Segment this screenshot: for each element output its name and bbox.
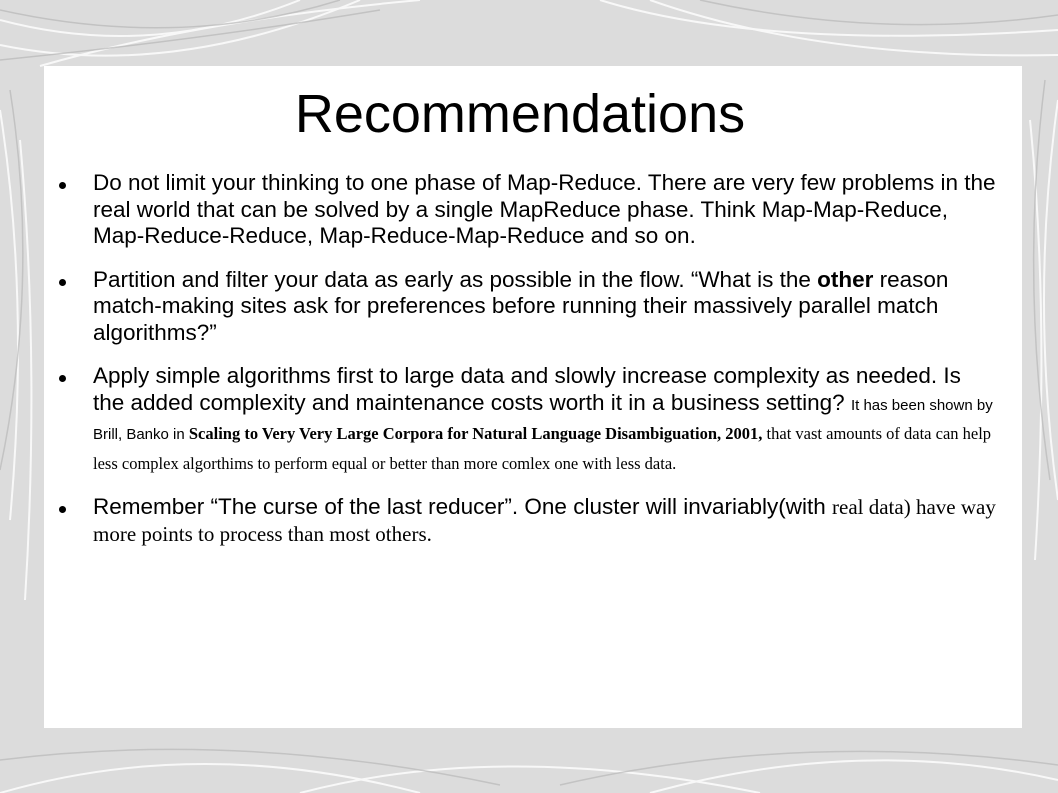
bullet-emphasis: other (817, 266, 874, 292)
bullet-text: Partition and filter your data as early as possible in the flow. “What is the (93, 266, 818, 292)
slide-title: Recommendations (294, 84, 746, 144)
bullet-icon (59, 506, 66, 513)
bullet-citation-text: that vast amounts of data can help less complex algorthims to perform equal or better than more comlex one with less data. (93, 424, 992, 473)
bullet-item-1 (56, 170, 996, 250)
bullet-list (56, 170, 996, 564)
bullet-text: Remember “The curse of the last reducer”. One cluster will invariably(with (93, 494, 833, 519)
bullet-text: real data) have way more points to process than most others. (93, 495, 996, 546)
bullet-citation-text: It has been shown by Brill, Banko in (93, 396, 993, 443)
bullet-item-3 (56, 363, 996, 477)
paper-title: Scaling to Very Very Large Corpora for Natural Language Disambiguation, 2001, (188, 424, 763, 443)
bullet-item-2 (56, 267, 996, 347)
bullet-text: Do not limit your thinking to one phase of Map-Reduce. There are very few problems in the real world that can be solved by a single MapReduce phase. Think Map-Map-Reduce, Map-Reduce-Reduce, Map-Reduce-Map-Reduce and so on. (93, 170, 996, 248)
bullet-text: Apply simple algorithms first to large data and slowly increase complexity as needed. Is the added complexity and maintenance costs worth it in a business setting? (93, 363, 961, 415)
bullet-icon (59, 279, 66, 286)
bullet-item-4 (56, 494, 996, 547)
bullet-icon (59, 375, 66, 382)
bullet-icon (59, 182, 66, 189)
bullet-text: reason match-making sites ask for preferences before running their massively parallel match algorithms?” (93, 266, 949, 345)
